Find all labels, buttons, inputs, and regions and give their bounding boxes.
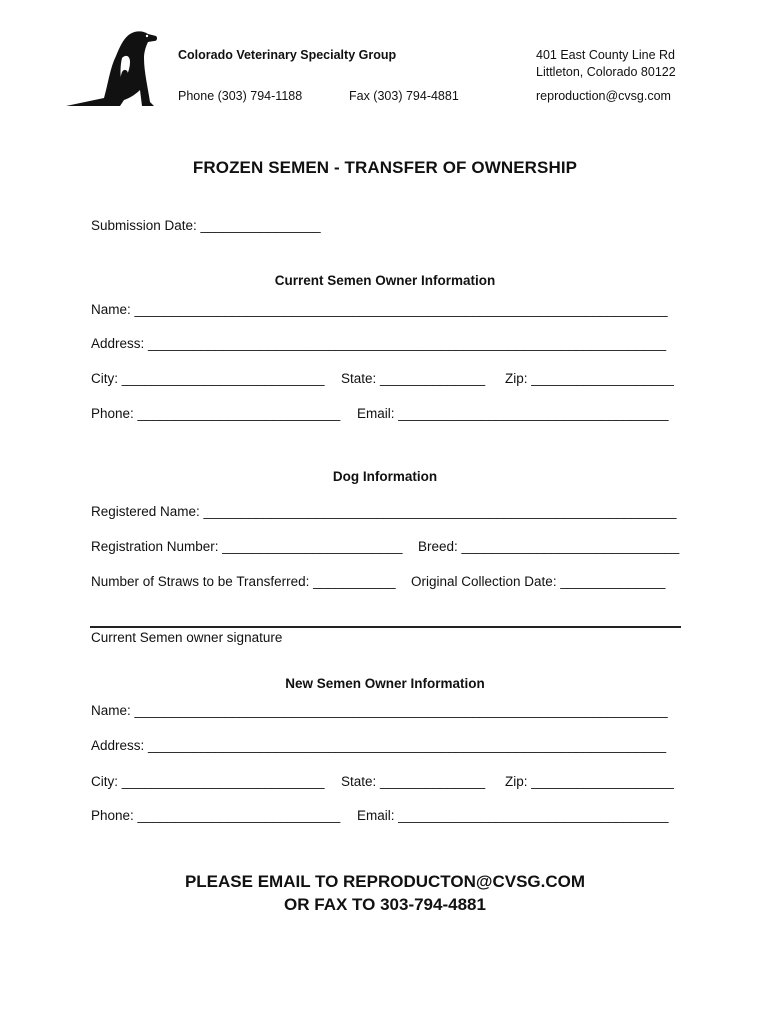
breed-field[interactable]: Breed: _____________________________ (418, 539, 680, 554)
new-owner-city-field[interactable]: City: ___________________________ (91, 774, 325, 789)
registration-number-field[interactable]: Registration Number: ________________________ (91, 539, 403, 554)
form-title: FROZEN SEMEN - TRANSFER OF OWNERSHIP (192, 158, 578, 177)
current-owner-address-field[interactable]: Address: _____________________________________________________________________ (91, 336, 667, 351)
footer-fax-instruction: OR FAX TO 303-794-4881 (284, 895, 486, 914)
new-owner-phone-field[interactable]: Phone: ___________________________ (91, 808, 341, 823)
collection-date-field[interactable]: Original Collection Date: ______________ (411, 574, 666, 589)
contact-email: reproduction@cvsg.com (536, 89, 671, 103)
dog-silhouette-logo-icon (64, 28, 164, 110)
current-owner-name-field[interactable]: Name: _______________________________________________________________________ (91, 302, 668, 317)
current-owner-city-field[interactable]: City: ___________________________ (91, 371, 325, 386)
current-owner-state-field[interactable]: State: ______________ (341, 371, 486, 386)
signature-line[interactable] (90, 626, 681, 628)
org-name: Colorado Veterinary Specialty Group (178, 48, 397, 62)
new-owner-address-field[interactable]: Address: _____________________________________________________________________ (91, 738, 667, 753)
current-owner-heading: Current Semen Owner Information (274, 273, 496, 288)
fax-number: Fax (303) 794-4881 (349, 89, 459, 103)
new-owner-zip-field[interactable]: Zip: ___________________ (505, 774, 674, 789)
signature-label: Current Semen owner signature (91, 630, 283, 645)
new-owner-email-field[interactable]: Email: ____________________________________ (357, 808, 669, 823)
new-owner-heading: New Semen Owner Information (285, 676, 485, 691)
phone-number: Phone (303) 794-1188 (178, 89, 303, 103)
address-line-1: 401 East County Line Rd (536, 48, 675, 62)
straws-count-field[interactable]: Number of Straws to be Transferred: ___________ (91, 574, 396, 589)
new-owner-name-field[interactable]: Name: _______________________________________________________________________ (91, 703, 668, 718)
current-owner-phone-field[interactable]: Phone: ___________________________ (91, 406, 341, 421)
submission-date-field[interactable]: Submission Date: ________________ (91, 218, 321, 233)
address-line-2: Littleton, Colorado 80122 (536, 65, 676, 79)
footer-email-instruction: PLEASE EMAIL TO REPRODUCTON@CVSG.COM (184, 872, 586, 891)
registered-name-field[interactable]: Registered Name: _______________________________________________________________ (91, 504, 677, 519)
dog-info-heading: Dog Information (332, 469, 438, 484)
current-owner-zip-field[interactable]: Zip: ___________________ (505, 371, 674, 386)
new-owner-state-field[interactable]: State: ______________ (341, 774, 486, 789)
current-owner-email-field[interactable]: Email: ____________________________________ (357, 406, 669, 421)
